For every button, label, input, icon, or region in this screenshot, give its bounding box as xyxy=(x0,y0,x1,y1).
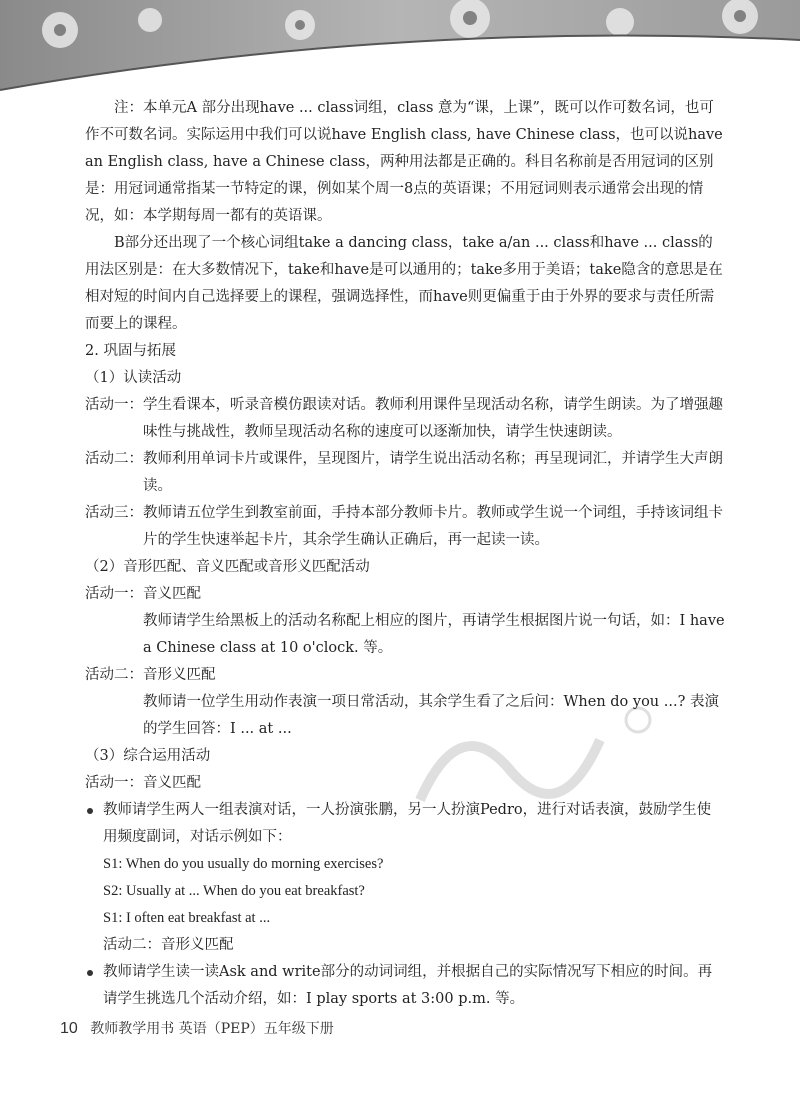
bullet-dot-icon xyxy=(87,808,93,814)
subsection-heading-1: （1）认读活动 xyxy=(85,370,182,386)
activity-1-3: 活动三：教师请五位学生到教室前面，手持本部分教师卡片。教师或学生说一个词组，手持该词组卡片的学生快速举起卡片，其余学生确认正确后，再一起读一读。 xyxy=(85,505,723,548)
section-heading: 2. 巩固与拓展 xyxy=(85,343,176,359)
subsection-heading-2: （2）音形匹配、音义匹配或音形义匹配活动 xyxy=(85,559,370,575)
activity-3-1-title: 活动一：音义匹配 xyxy=(85,775,201,791)
bullet-text-1: 教师请学生两人一组表演对话，一人扮演张鹏，另一人扮演Pedro，进行对话表演，鼓励学生使用频度副词，对话示例如下： xyxy=(103,802,712,845)
page-body xyxy=(85,95,725,1013)
dialog-line-s1b: S1: I often eat breakfast at ... xyxy=(103,910,271,926)
activity-2-2-body: 教师请一位学生用动作表演一项日常活动，其余学生看了之后问：When do you ...? 表演的学生回答：I ... at ... xyxy=(143,694,719,737)
activity-1-2: 活动二：教师利用单词卡片或课件，呈现图片，请学生说出活动名称；再呈现词汇，并请学生大声朗读。 xyxy=(85,451,723,494)
activity-2-2-title: 活动二：音形义匹配 xyxy=(85,667,216,683)
page-number: 10 xyxy=(60,1020,78,1037)
bullet-dot-icon xyxy=(87,970,93,976)
bullet-text-2: 教师请学生读一读Ask and write部分的动词词组，并根据自己的实际情况写下相应的时间。再请学生挑选几个活动介绍，如：I play sports at 3:00 p.m. 等。 xyxy=(103,964,713,1007)
activity-3-2-title: 活动二：音形义匹配 xyxy=(103,937,234,953)
activity-2-1-title: 活动一：音义匹配 xyxy=(85,586,201,602)
bullet-item-2 xyxy=(85,959,725,1013)
note-paragraph-2: B部分还出现了一个核心词组take a dancing class，take a/an ... class和have ... class的用法区别是：在大多数情况下，take和have是可以通用的；take多用于美语；take隐含的意思是在相对短的时间内自己选择要上的课程，强调选择性，而have则更偏重于由于外界的要求与责任所需而要上的课程。 xyxy=(85,235,723,332)
floral-header-banner xyxy=(0,0,800,95)
book-title: 教师教学用书 英语（PEP）五年级下册 xyxy=(90,1021,334,1037)
dialog-line-s2: S2: Usually at ... When do you eat breakfast? xyxy=(103,883,365,899)
bullet-item-1 xyxy=(85,797,725,851)
note-paragraph-1: 注：本单元A 部分出现have ... class词组，class 意为“课，上课”，既可以作可数名词，也可作不可数名词。实际运用中我们可以说have English class, have Chinese class，也可以说have an English class, have a Chinese class，两种用法都是正确的。科目名称前是否用冠词的区别是：用冠词通常指某一节特定的课，例如某个周一8点的英语课；不用冠词则表示通常会出现的情况，如：本学期每周一都有的英语课。 xyxy=(85,100,723,224)
activity-2-1-body: 教师请学生给黑板上的活动名称配上相应的图片，再请学生根据图片说一句话，如：I have a Chinese class at 10 o'clock. 等。 xyxy=(143,613,725,656)
floral-banner-art xyxy=(0,0,800,95)
activity-1-1: 活动一：学生看课本，听录音模仿跟读对话。教师利用课件呈现活动名称，请学生朗读。为了增强趣味性与挑战性，教师呈现活动名称的速度可以逐渐加快，请学生快速朗读。 xyxy=(85,397,723,440)
page-footer xyxy=(60,1018,334,1038)
dialog-line-s1a: S1: When do you usually do morning exercises? xyxy=(103,856,384,872)
subsection-heading-3: （3）综合运用活动 xyxy=(85,748,211,764)
